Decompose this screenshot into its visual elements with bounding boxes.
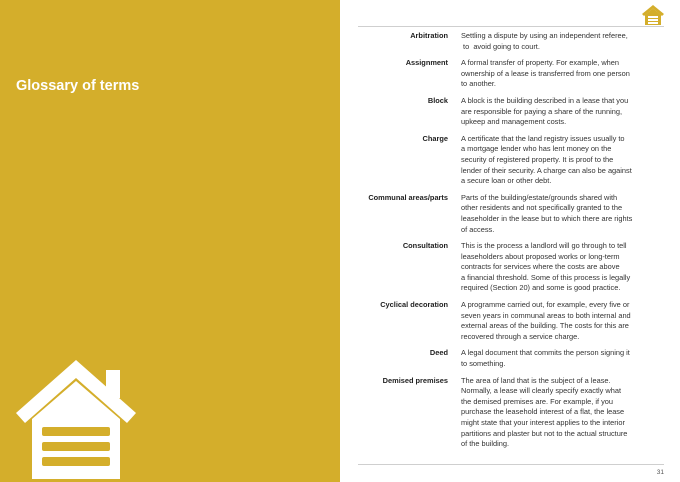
glossary-term: Consultation xyxy=(402,241,448,251)
glossary-term: Cyclical decoration xyxy=(380,300,448,310)
definition-line: to avoid going to court. xyxy=(461,41,540,51)
page-title: Glossary of terms xyxy=(16,78,140,94)
definition-line: might state that your interest applies to the interior xyxy=(461,418,625,427)
definition-line: security of registered property. It is proof to the xyxy=(461,154,614,164)
header-divider xyxy=(358,26,664,27)
glossary-definition xyxy=(461,241,651,294)
glossary-definition xyxy=(461,58,651,90)
glossary-entry xyxy=(358,96,664,128)
definition-line: seven years in communal areas to both internal and xyxy=(461,310,631,320)
glossary-definition xyxy=(461,348,651,369)
definition-line: ownership of a lease is transferred from one person xyxy=(461,68,630,78)
definition-line: A programme carried out, for example, every five or xyxy=(461,300,630,310)
definition-line: A legal document that commits the person signing it xyxy=(461,348,630,358)
definition-line: leaseholder in the lease but to which there are rights xyxy=(461,213,633,223)
glossary-term: Charge xyxy=(422,133,448,143)
definition-line: a secure loan or other debt. xyxy=(461,176,552,186)
glossary-term: Communal areas/parts xyxy=(368,192,448,202)
definition-line: a mortgage lender who has lent money on the xyxy=(461,144,612,154)
glossary-entry xyxy=(358,58,664,90)
definition-line: to something. xyxy=(461,359,506,369)
house-icon xyxy=(12,355,140,479)
glossary-entry xyxy=(358,193,664,235)
definition-line: leaseholders about proposed works or long-term xyxy=(461,251,620,261)
definition-line: lender of their security. A charge can also be against xyxy=(461,165,632,175)
glossary-term: Demised premises xyxy=(382,375,448,385)
glossary-entry xyxy=(358,134,664,187)
glossary-entry xyxy=(358,348,664,369)
definition-line: This is the process a landlord will go through to tell xyxy=(461,241,627,251)
definition-line: A formal transfer of property. For example, when xyxy=(461,58,620,68)
definition-line: to another. xyxy=(461,79,496,89)
glossary-definition xyxy=(461,193,651,235)
glossary-term: Deed xyxy=(429,348,448,358)
definition-line: Parts of the building/estate/grounds shared with xyxy=(461,192,618,202)
glossary-definition xyxy=(461,300,651,342)
glossary-term: Block xyxy=(427,95,448,105)
definition-line: purchase the leasehold interest of a flat, the lease xyxy=(461,407,625,417)
glossary-list xyxy=(358,31,664,456)
definition-line: external areas of the building. The costs for this are xyxy=(461,321,629,331)
glossary-entry xyxy=(358,300,664,342)
definition-line: partitions and plaster but not to the actual structure xyxy=(461,428,628,438)
house-logo-icon xyxy=(641,4,665,26)
definition-line: The area of land that is the subject of a lease. xyxy=(461,375,611,385)
definition-line: A block is the building described in a lease that you xyxy=(461,95,629,105)
definition-line: required (Section 20) and some is good practice. xyxy=(461,283,621,293)
glossary-entry xyxy=(358,241,664,294)
definition-line: A certificate that the land registry issues usually to xyxy=(461,133,625,143)
footer-divider xyxy=(358,464,664,465)
definition-line: are responsible for paying a share of the running, xyxy=(461,106,623,116)
definition-line: Settling a dispute by using an independent referee, xyxy=(461,31,628,40)
definition-line: the demised premises are. For example, if you xyxy=(461,396,613,406)
glossary-definition xyxy=(461,31,651,52)
definition-line: of access. xyxy=(461,224,495,234)
glossary-definition xyxy=(461,96,651,128)
definition-line: recovered through a service charge. xyxy=(461,331,580,341)
definition-line: of the building. xyxy=(461,439,510,449)
page-number: 31 xyxy=(656,469,664,476)
glossary-definition xyxy=(461,134,651,187)
glossary-entry xyxy=(358,31,664,52)
definition-line: upkeep and management costs. xyxy=(461,117,567,127)
definition-line: Normally, a lease will clearly specify exactly what xyxy=(461,386,622,396)
glossary-entry xyxy=(358,376,664,450)
glossary-definition xyxy=(461,376,651,450)
glossary-term: Arbitration xyxy=(410,31,448,40)
glossary-term: Assignment xyxy=(405,58,448,68)
definition-line: other residents and not specifically granted to the xyxy=(461,203,623,213)
definition-line: a financial threshold. Some of this process is legally xyxy=(461,272,631,282)
definition-line: contracts for services where the costs are above xyxy=(461,262,620,272)
